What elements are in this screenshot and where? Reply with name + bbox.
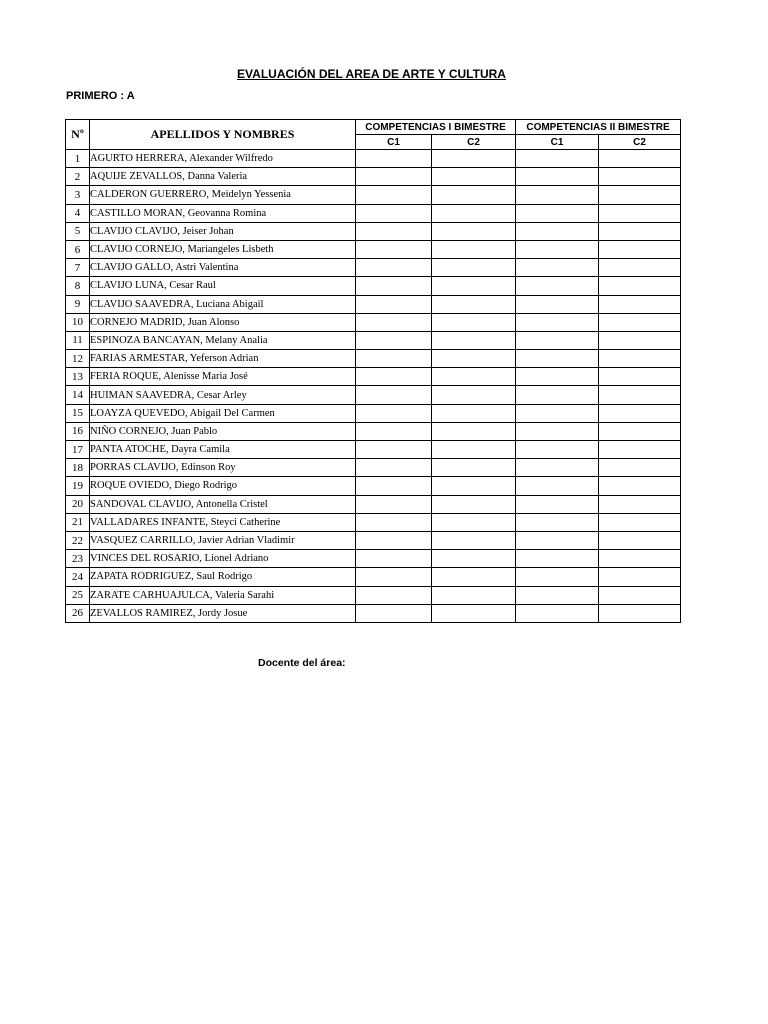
table-row <box>66 350 681 368</box>
table-row <box>66 368 681 386</box>
grade-cell-c1-ii <box>516 586 599 604</box>
roster-table <box>65 119 681 623</box>
grade-cell-c1-ii <box>516 477 599 495</box>
table-row <box>66 186 681 204</box>
table-row <box>66 604 681 622</box>
row-number: 26 <box>66 604 90 622</box>
grade-cell-c1-ii <box>516 568 599 586</box>
row-number: 8 <box>66 277 90 295</box>
student-name: HUIMAN SAAVEDRA, Cesar Arley <box>90 386 356 404</box>
grade-cell-c2-i <box>432 604 516 622</box>
row-number: 16 <box>66 422 90 440</box>
grade-cell-c2-i <box>432 531 516 549</box>
grade-cell-c2-ii <box>599 477 681 495</box>
student-name: ROQUE OVIEDO, Diego Rodrigo <box>90 477 356 495</box>
student-name: PORRAS CLAVIJO, Edinson Roy <box>90 459 356 477</box>
grade-cell-c1-ii <box>516 150 599 168</box>
student-name: CLAVIJO LUNA, Cesar Raul <box>90 277 356 295</box>
grade-cell-c1-ii <box>516 168 599 186</box>
grade-cell-c2-i <box>432 186 516 204</box>
grade-cell-c1-i <box>356 513 432 531</box>
grade-cell-c1-ii <box>516 222 599 240</box>
row-number: 19 <box>66 477 90 495</box>
row-number: 20 <box>66 495 90 513</box>
grade-cell-c2-i <box>432 404 516 422</box>
grade-cell-c1-i <box>356 150 432 168</box>
table-row <box>66 459 681 477</box>
row-number: 1 <box>66 150 90 168</box>
grade-cell-c2-i <box>432 331 516 349</box>
grade-cell-c1-i <box>356 331 432 349</box>
grade-cell-c1-i <box>356 259 432 277</box>
grade-cell-c2-ii <box>599 350 681 368</box>
grade-cell-c2-i <box>432 477 516 495</box>
row-number: 3 <box>66 186 90 204</box>
grade-cell-c1-i <box>356 550 432 568</box>
grade-cell-c2-ii <box>599 204 681 222</box>
student-name: ZAPATA RODRIGUEZ, Saul Rodrigo <box>90 568 356 586</box>
student-name: NIÑO CORNEJO, Juan Pablo <box>90 422 356 440</box>
grade-cell-c1-ii <box>516 550 599 568</box>
grade-cell-c2-i <box>432 586 516 604</box>
grade-cell-c1-i <box>356 350 432 368</box>
grade-cell-c1-i <box>356 277 432 295</box>
grade-cell-c2-i <box>432 386 516 404</box>
grade-cell-c1-ii <box>516 295 599 313</box>
document-title: EVALUACIÓN DEL AREA DE ARTE Y CULTURA <box>237 67 506 81</box>
table-row <box>66 422 681 440</box>
grade-cell-c2-ii <box>599 259 681 277</box>
grade-cell-c2-ii <box>599 295 681 313</box>
table-row <box>66 404 681 422</box>
table-row <box>66 295 681 313</box>
header-c2-ii: C2 <box>599 135 681 150</box>
table-row <box>66 204 681 222</box>
grade-cell-c2-i <box>432 350 516 368</box>
row-number: 14 <box>66 386 90 404</box>
grade-cell-c2-ii <box>599 586 681 604</box>
grade-cell-c2-ii <box>599 441 681 459</box>
header-c2-i: C2 <box>432 135 516 150</box>
grade-cell-c2-i <box>432 568 516 586</box>
student-name: VALLADARES INFANTE, Steyci Catherine <box>90 513 356 531</box>
table-row <box>66 331 681 349</box>
grade-cell-c1-ii <box>516 186 599 204</box>
student-name: CLAVIJO SAAVEDRA, Luciana Abigail <box>90 295 356 313</box>
grade-cell-c2-ii <box>599 368 681 386</box>
grade-cell-c2-ii <box>599 531 681 549</box>
row-number: 11 <box>66 331 90 349</box>
header-competencias-ii-bimestre: COMPETENCIAS II BIMESTRE <box>516 120 681 135</box>
row-number: 9 <box>66 295 90 313</box>
header-c1-i: C1 <box>356 135 432 150</box>
grade-cell-c1-i <box>356 168 432 186</box>
grade-cell-c2-ii <box>599 568 681 586</box>
header-names: APELLIDOS Y NOMBRES <box>90 120 356 150</box>
grade-cell-c2-ii <box>599 331 681 349</box>
grade-cell-c2-i <box>432 459 516 477</box>
grade-cell-c1-ii <box>516 204 599 222</box>
table-row <box>66 150 681 168</box>
grade-cell-c2-i <box>432 277 516 295</box>
grade-cell-c1-ii <box>516 441 599 459</box>
header-number: Nº <box>66 120 90 150</box>
table-row <box>66 277 681 295</box>
grade-cell-c1-i <box>356 604 432 622</box>
grade-cell-c1-ii <box>516 386 599 404</box>
table-row <box>66 531 681 549</box>
grade-cell-c2-ii <box>599 459 681 477</box>
student-name: VINCES DEL ROSARIO, Lionel Adriano <box>90 550 356 568</box>
grade-cell-c2-i <box>432 240 516 258</box>
grade-cell-c2-ii <box>599 313 681 331</box>
row-number: 6 <box>66 240 90 258</box>
student-name: CALDERON GUERRERO, Meidelyn Yessenia <box>90 186 356 204</box>
grade-cell-c1-i <box>356 313 432 331</box>
grade-cell-c2-ii <box>599 604 681 622</box>
table-row <box>66 495 681 513</box>
grade-cell-c2-ii <box>599 495 681 513</box>
student-name: FERIA ROQUE, Alenisse Maria José <box>90 368 356 386</box>
grade-cell-c1-ii <box>516 531 599 549</box>
student-name: ZARATE CARHUAJULCA, Valeria Sarahi <box>90 586 356 604</box>
table-row <box>66 240 681 258</box>
grade-cell-c2-i <box>432 150 516 168</box>
grade-cell-c1-ii <box>516 331 599 349</box>
student-name: AGURTO HERRERA, Alexander Wilfredo <box>90 150 356 168</box>
row-number: 12 <box>66 350 90 368</box>
row-number: 23 <box>66 550 90 568</box>
grade-cell-c2-ii <box>599 150 681 168</box>
grade-cell-c2-i <box>432 168 516 186</box>
grade-cell-c2-ii <box>599 404 681 422</box>
student-name: ZEVALLOS RAMIREZ, Jordy Josue <box>90 604 356 622</box>
student-name: CASTILLO MORAN, Geovanna Romina <box>90 204 356 222</box>
table-row <box>66 586 681 604</box>
row-number: 2 <box>66 168 90 186</box>
table-row <box>66 568 681 586</box>
row-number: 21 <box>66 513 90 531</box>
grade-cell-c1-ii <box>516 313 599 331</box>
grade-cell-c2-i <box>432 368 516 386</box>
row-number: 15 <box>66 404 90 422</box>
row-number: 5 <box>66 222 90 240</box>
table-row <box>66 259 681 277</box>
grade-cell-c1-ii <box>516 459 599 477</box>
grade-cell-c2-i <box>432 513 516 531</box>
grade-cell-c1-i <box>356 531 432 549</box>
row-number: 4 <box>66 204 90 222</box>
grade-cell-c1-ii <box>516 604 599 622</box>
student-name: CLAVIJO CORNEJO, Mariangeles Lisbeth <box>90 240 356 258</box>
grade-cell-c1-i <box>356 368 432 386</box>
header-competencias-i-bimestre: COMPETENCIAS I BIMESTRE <box>356 120 516 135</box>
student-name: SANDOVAL CLAVIJO, Antonella Cristel <box>90 495 356 513</box>
header-c1-ii: C1 <box>516 135 599 150</box>
grade-cell-c2-ii <box>599 186 681 204</box>
grade-cell-c1-ii <box>516 350 599 368</box>
grade-cell-c1-ii <box>516 404 599 422</box>
grade-cell-c2-ii <box>599 240 681 258</box>
grade-cell-c2-ii <box>599 550 681 568</box>
student-name: AQUIJE ZEVALLOS, Danna Valeria <box>90 168 356 186</box>
table-row <box>66 222 681 240</box>
grade-cell-c1-ii <box>516 513 599 531</box>
grade-cell-c2-i <box>432 222 516 240</box>
grade-cell-c1-i <box>356 586 432 604</box>
grade-cell-c1-i <box>356 222 432 240</box>
table-row <box>66 313 681 331</box>
table-row <box>66 550 681 568</box>
student-name: LOAYZA QUEVEDO, Abigail Del Carmen <box>90 404 356 422</box>
student-name: ESPINOZA BANCAYAN, Melany Analia <box>90 331 356 349</box>
student-name: PANTA ATOCHE, Dayra Camila <box>90 441 356 459</box>
table-row <box>66 513 681 531</box>
grade-cell-c2-ii <box>599 168 681 186</box>
row-number: 22 <box>66 531 90 549</box>
grade-cell-c1-ii <box>516 277 599 295</box>
grade-cell-c1-ii <box>516 368 599 386</box>
grade-cell-c1-i <box>356 459 432 477</box>
student-name: CLAVIJO CLAVIJO, Jeiser Johan <box>90 222 356 240</box>
row-number: 24 <box>66 568 90 586</box>
grade-label: PRIMERO : A <box>66 90 135 102</box>
grade-cell-c2-i <box>432 204 516 222</box>
grade-cell-c2-ii <box>599 277 681 295</box>
row-number: 13 <box>66 368 90 386</box>
student-name: FARIAS ARMESTAR, Yeferson Adrian <box>90 350 356 368</box>
row-number: 10 <box>66 313 90 331</box>
grade-cell-c1-i <box>356 240 432 258</box>
grade-cell-c1-ii <box>516 495 599 513</box>
grade-cell-c2-ii <box>599 422 681 440</box>
grade-cell-c2-i <box>432 313 516 331</box>
grade-cell-c1-i <box>356 386 432 404</box>
grade-cell-c1-ii <box>516 240 599 258</box>
grade-cell-c1-ii <box>516 422 599 440</box>
grade-cell-c2-i <box>432 550 516 568</box>
grade-cell-c1-i <box>356 204 432 222</box>
row-number: 7 <box>66 259 90 277</box>
grade-cell-c2-i <box>432 259 516 277</box>
grade-cell-c2-ii <box>599 386 681 404</box>
table-row <box>66 441 681 459</box>
row-number: 18 <box>66 459 90 477</box>
grade-cell-c1-i <box>356 477 432 495</box>
row-number: 25 <box>66 586 90 604</box>
grade-cell-c1-i <box>356 404 432 422</box>
student-name: CLAVIJO GALLO, Astri Valentina <box>90 259 356 277</box>
grade-cell-c2-i <box>432 422 516 440</box>
grade-cell-c1-i <box>356 295 432 313</box>
grade-cell-c2-ii <box>599 513 681 531</box>
student-name: CORNEJO MADRID, Juan Alonso <box>90 313 356 331</box>
grade-cell-c2-i <box>432 495 516 513</box>
grade-cell-c1-i <box>356 495 432 513</box>
teacher-signature-label: Docente del área: <box>258 657 346 669</box>
grade-cell-c2-i <box>432 441 516 459</box>
table-row <box>66 386 681 404</box>
table-row <box>66 168 681 186</box>
grade-cell-c1-i <box>356 441 432 459</box>
grade-cell-c1-ii <box>516 259 599 277</box>
table-row <box>66 477 681 495</box>
grade-cell-c2-ii <box>599 222 681 240</box>
grade-cell-c2-i <box>432 295 516 313</box>
grade-cell-c1-i <box>356 186 432 204</box>
row-number: 17 <box>66 441 90 459</box>
grade-cell-c1-i <box>356 568 432 586</box>
grade-cell-c1-i <box>356 422 432 440</box>
student-name: VASQUEZ CARRILLO, Javier Adrian Vladimir <box>90 531 356 549</box>
